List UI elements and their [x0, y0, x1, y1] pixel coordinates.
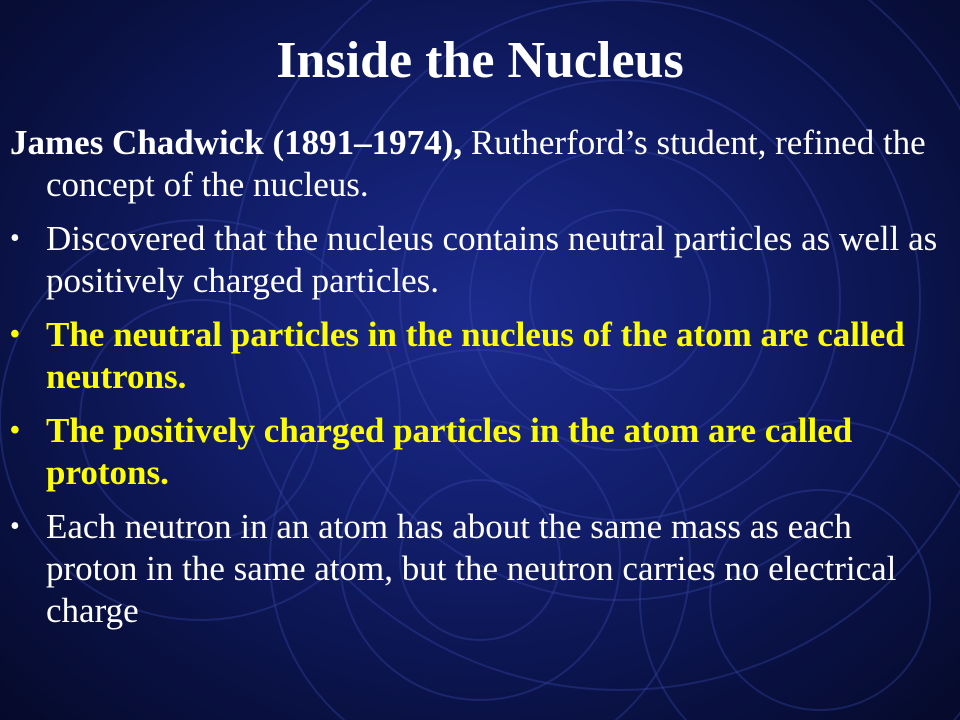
bullet-item	[0, 506, 960, 632]
bullet-icon: •	[10, 319, 20, 350]
bullet-item	[0, 410, 960, 494]
bullet-item	[0, 218, 960, 302]
bullet-item	[0, 314, 960, 398]
slide-title: Inside the Nucleus	[276, 32, 684, 89]
intro-paragraph	[0, 122, 960, 206]
bullet-text: The positively charged particles in the atom are called protons.	[46, 411, 853, 492]
bullet-text: Discovered that the nucleus contains neutral particles as well as positively charged particles.	[46, 219, 938, 300]
bullet-text: The neutral particles in the nucleus of the atom are called neutrons.	[46, 315, 905, 396]
bullet-text: Each neutron in an atom has about the same mass as each proton in the same atom, but the neutron carries no electrical charge	[46, 507, 897, 630]
bullet-icon: •	[10, 223, 20, 254]
intro-text: Rutherford’s student, refined the concept of the nucleus.	[46, 123, 926, 204]
bullet-icon: •	[10, 511, 20, 542]
slide-body	[0, 122, 960, 644]
intro-bold-text: James Chadwick (1891–1974),	[10, 123, 463, 162]
bullet-icon: •	[10, 415, 20, 446]
